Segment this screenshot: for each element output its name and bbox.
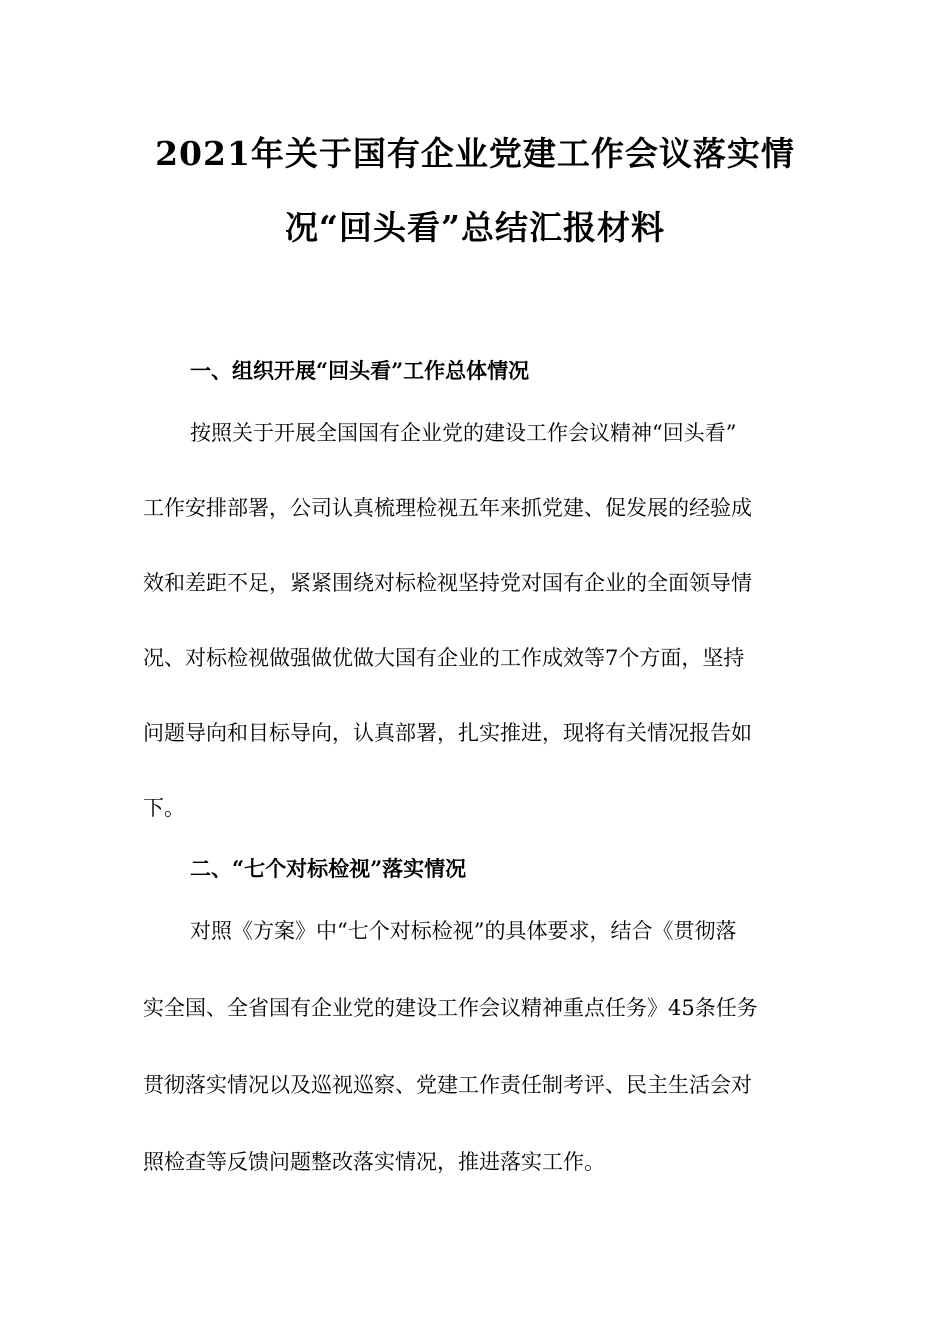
- paragraph-line: 实全国、全省国有企业党的建设工作会议精神重点任务》45条任务: [143, 996, 758, 1020]
- section-heading-1: 一、组织开展“回头看”工作总体情况: [190, 358, 530, 383]
- paragraph-line: 照检查等反馈问题整改落实情况，推进落实工作。: [143, 1150, 605, 1174]
- paragraph-line: 工作安排部署，公司认真梳理检视五年来抓党建、促发展的经验成: [143, 496, 752, 520]
- paragraph-line: 问题导向和目标导向，认真部署，扎实推进，现将有关情况报告如: [143, 721, 752, 745]
- paragraph-line: 况、对标检视做强做优做大国有企业的工作成效等7个方面，坚持: [143, 646, 745, 670]
- paragraph-line: 效和差距不足，紧紧围绕对标检视坚持党对国有企业的全面领导情: [143, 571, 752, 595]
- section-heading-2: 二、“七个对标检视”落实情况: [190, 856, 467, 881]
- paragraph-line: 贯彻落实情况以及巡视巡察、党建工作责任制考评、民主生活会对: [143, 1073, 752, 1097]
- paragraph-line: 下。: [143, 796, 185, 820]
- paragraph-line: 对照《方案》中“七个对标检视”的具体要求，结合《贯彻落: [190, 919, 737, 943]
- paragraph-line: 按照关于开展全国国有企业党的建设工作会议精神“回头看”: [190, 421, 737, 445]
- document-title-line-2: 况“回头看”总结汇报材料: [285, 208, 665, 247]
- document-title-line-1: 2021年关于国有企业党建工作会议落实情: [155, 134, 795, 173]
